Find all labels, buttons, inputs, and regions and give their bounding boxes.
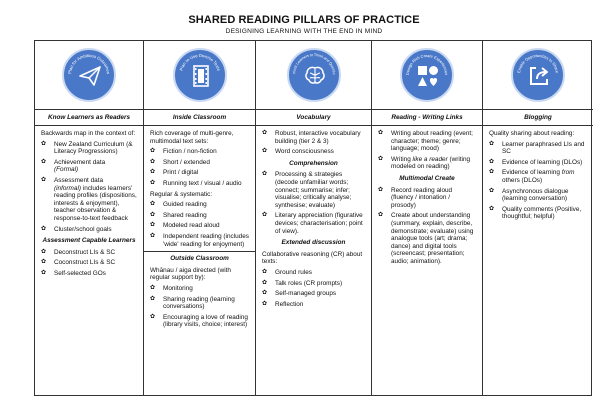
list-item: ✿ Running text / visual / audio	[150, 180, 249, 188]
list-item: ✿ Quality comments (Positive, thoughtful; helpful)	[489, 206, 587, 221]
column-heading: Inside Classroom	[144, 110, 255, 126]
share-icon	[527, 64, 551, 88]
list-item: ✿ Talk roles (CR prompts)	[262, 280, 365, 288]
pillar-column-5: Enable Opportunities to Share Blogging Quality sharing about reading: ✿ Learner paraphrased LIs and SC ✿ Evidence of learning (DLOs) ✿ Evidence of learning from others (DLOs) ✿ Asynchronous dialogue (learning conversation) ✿ Quality comments (Positive, thoughtful; helpful)	[483, 41, 593, 395]
sub-heading: Comprehension	[289, 159, 338, 167]
list-item: ✿ Short / extended	[150, 159, 249, 167]
list-item: ✿ Sharing reading (learning conversations)	[150, 296, 249, 311]
badge-caption-3: nlock Learners to Think and Questio	[291, 52, 336, 75]
create-collage-icon	[416, 64, 440, 88]
list-item: ✿ Robust, interactive vocabulary building (tier 2 & 3)	[262, 130, 365, 145]
list-item: ✿ Deconstruct LIs & SC	[41, 249, 137, 257]
page-subtitle: DESIGNING LEARNING WITH THE END IN MIND	[225, 28, 383, 35]
pillars-table	[34, 40, 592, 396]
brain-icon	[303, 64, 327, 88]
list-item: ✿ Achievement data (Formal)	[41, 159, 137, 174]
list-item: ✿ Fiction / non-fiction	[150, 148, 249, 156]
badge-caption-2: Plan to Use Diverse Texts	[178, 52, 221, 72]
list-item: ✿ Reflection	[262, 301, 365, 309]
list-item: ✿ Learner paraphrased LIs and SC	[489, 141, 587, 156]
list-item: ✿ Asynchronous dialogue (learning conversation)	[489, 188, 587, 203]
list-item: ✿ Encouraging a love of reading (library visits, choice; interest)	[150, 314, 249, 329]
list-item: ✿ Evidence of learning (DLOs)	[489, 159, 587, 167]
column-heading: Know Learners as Readers	[35, 110, 143, 126]
pillar-column-4	[372, 41, 483, 395]
pillar-column-2: Plan to Use Diverse Texts Inside Classroom Rich coverage of multi-genre, multimodal text sets: ✿ Fiction / non-fiction ✿ Short / extended ✿ Print / digital ✿ Running text / visual / audio Regular & systematic: ✿ Guided reading ✿ Shared reading ✿ Modeled read aloud ✿ Independent reading (includes 'wide' reading for enjoyment) Outside Classroom Whānau / aiga directed (with regular support by): ✿ Monitoring ✿ Sharing reading (learning conversations) ✿ Encouraging a love of reading (library visits, choice; interest)	[144, 41, 256, 395]
pillar-badge-5	[511, 48, 565, 102]
column-heading: Blogging	[483, 110, 593, 126]
list-item: ✿ Independent reading (includes 'wide' reading for enjoyment)	[150, 233, 249, 248]
list-item: ✿ Print / digital	[150, 169, 249, 177]
sub-heading: Multimodal Create	[399, 174, 455, 182]
badge-caption-1: Plan for Ambitious Outcomes	[67, 52, 111, 75]
paper-plane-icon	[78, 64, 102, 88]
sub-heading: Assessment Capable Learners	[42, 237, 136, 245]
list-item: ✿ Shared reading	[150, 212, 249, 220]
film-strip-icon	[189, 64, 213, 88]
pillar-badge-3	[287, 48, 341, 102]
list-item: ✿ Cluster/school goals	[41, 226, 137, 234]
pillar-badge-4	[400, 48, 454, 102]
list-item: ✿ Record reading aloud (fluency / intonation / prosody)	[378, 187, 476, 210]
list-item: ✿ Assessment data (informal) includes learners' reading profiles (dispositions, interests & enjoyment), teacher observation & response-to-text feedback	[41, 177, 137, 223]
pillar-badge-2	[173, 48, 227, 102]
sub-heading: Extended discussion	[281, 239, 346, 247]
list-item: ✿ Evidence of learning from others (DLOs)	[489, 169, 587, 184]
list-item: ✿ Self-selected GOs	[41, 270, 137, 278]
list-item: ✿ Ground rules	[262, 269, 365, 277]
column-heading: Vocabulary	[256, 110, 371, 126]
pillar-column-1: Plan for Ambitious Outcomes Know Learners as Readers Backwards map in the context of: ✿ New Zealand Curriculum (& Literacy Progressions) ✿ Achievement data (Formal) ✿ Assessment data (informal) includes learners' reading profiles (dispositions, interests & enjoyment), teacher observation & response-to-text feedback ✿ Cluster/school goals Assessment Capable Learners ✿ Deconstruct LIs & SC ✿ Coconstruct LIs & SC ✿ Self-selected GOs	[35, 41, 144, 395]
list-item: ✿ Self-managed groups	[262, 290, 365, 298]
list-item: ✿ Writing like a reader (writing modeled on reading)	[378, 156, 476, 171]
page-title: SHARED READING PILLARS OF PRACTICE	[188, 14, 420, 26]
list-item: ✿ Create about understanding (summary, explain, describe, demonstrate; evaluate) using analogue tools (art; drama; dance) and digital tools (screencast; presentation; audio; animation).	[378, 212, 476, 265]
pillar-column-3: nlock Learners to Think and Questio Vocabulary ✿ Robust, interactive vocabulary building (tier 2 & 3) ✿ Word consciousness Comprehension ✿ Processing & strategies (decode unfamiliar words; connect; summarise; infer; visualise; critically analyse; synthesise; evaluate) ✿ Literary appreciation (figurative devices; characterisation; point of view). Extended discussion Collaborative reasoning (CR) about texts: ✿ Ground rules ✿ Talk roles (CR prompts) ✿ Self-managed groups ✿ Reflection	[256, 41, 372, 395]
list-item: ✿ Monitoring	[150, 285, 249, 293]
list-item: ✿ New Zealand Curriculum (& Literacy Progressions)	[41, 141, 137, 156]
list-item: ✿ Word consciousness	[262, 148, 365, 156]
sub-heading: Outside Classroom	[170, 255, 229, 263]
list-item: ✿ Literary appreciation (figurative devices; characterisation; point of view).	[262, 212, 365, 235]
badge-caption-5: Enable Opportunities to Share	[516, 52, 560, 74]
badge-caption-4: Design Rich Create Experiences	[404, 52, 450, 76]
list-item: ✿ Modeled read aloud	[150, 222, 249, 230]
list-item: ✿ Processing & strategies (decode unfamiliar words; connect; summarise; infer; visualise; critically analyse; synthesise; evaluate)	[262, 171, 365, 209]
column-heading: Reading - Writing Links	[372, 110, 482, 126]
list-item: ✿ Coconstruct LIs & SC	[41, 259, 137, 267]
pillar-badge-1	[62, 48, 116, 102]
list-item: ✿ Guided reading	[150, 201, 249, 209]
list-item: ✿ Writing about reading (event; character; theme; genre; language; mood)	[378, 130, 476, 153]
